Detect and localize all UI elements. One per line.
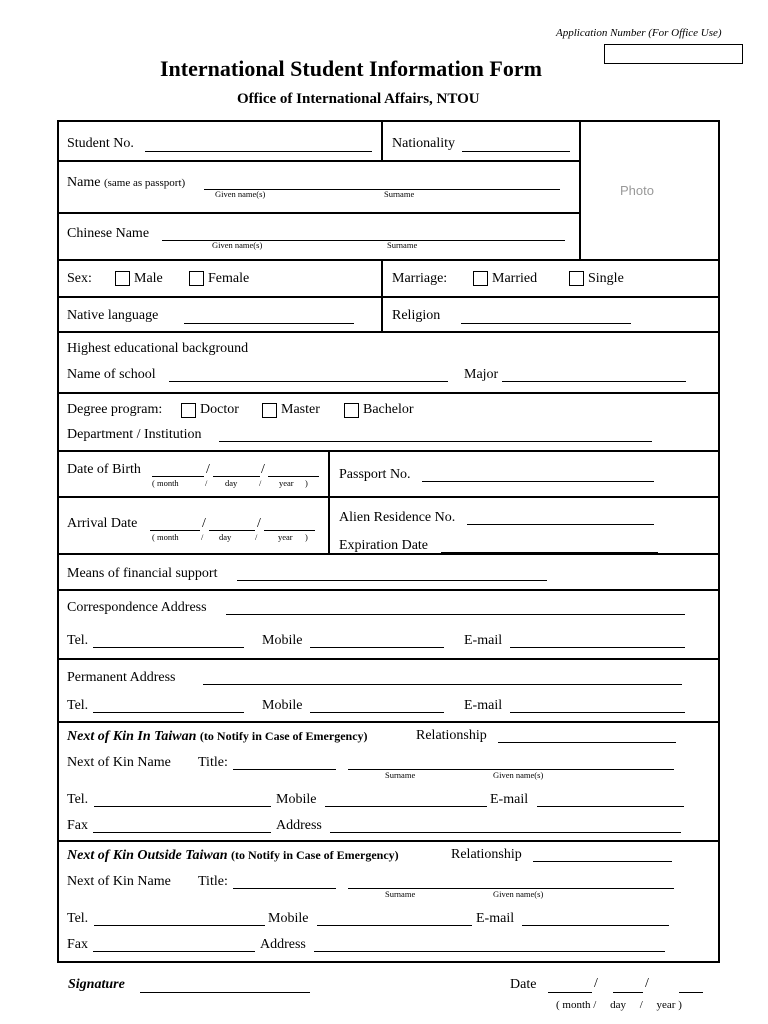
signature-label: Signature [68,977,125,992]
kin-taiwan-email-field[interactable] [537,806,684,807]
relationship-label: Relationship [416,728,487,743]
degree-program-label: Degree program: [67,402,163,417]
surname-hint: Surname [387,240,418,250]
financial-support-field[interactable] [237,580,547,581]
correspondence-mobile-field[interactable] [310,647,444,648]
correspondence-tel-field[interactable] [93,647,244,648]
male-label: Male [134,271,163,286]
department-field[interactable] [219,441,652,442]
email-label: E-mail [464,698,503,713]
kin-title-label: Title: [198,755,228,770]
chinese-name-label: Chinese Name [67,226,150,241]
correspondence-address-field[interactable] [226,614,685,615]
address-label: Address [276,818,322,833]
kin-taiwan-heading: Next of Kin In Taiwan (to Notify in Case of Emergency) [67,729,368,744]
bachelor-checkbox[interactable] [344,403,359,418]
mobile-label: Mobile [262,698,303,713]
tel-label: Tel. [67,698,89,713]
kin-name-label: Next of Kin Name [67,755,171,770]
kin-outside-address-field[interactable] [314,951,665,952]
kin-outside-heading: Next of Kin Outside Taiwan (to Notify in Case of Emergency) [67,848,399,863]
date-slash: / [261,462,265,477]
arrival-year-field[interactable] [264,530,315,531]
financial-support-label: Means of financial support [67,566,218,581]
school-field[interactable] [169,381,448,382]
name-label: Name (same as passport) [67,175,186,190]
email-label: E-mail [464,633,503,648]
address-label: Address [260,937,306,952]
native-language-label: Native language [67,308,159,323]
student-no-field[interactable] [145,151,372,152]
married-label: Married [492,271,538,286]
married-checkbox[interactable] [473,271,488,286]
major-field[interactable] [502,381,686,382]
alien-residence-field[interactable] [467,524,654,525]
alien-residence-label: Alien Residence No. [339,510,456,525]
mobile-label: Mobile [262,633,303,648]
arrival-date-label: Arrival Date [67,516,138,531]
native-language-field[interactable] [184,323,354,324]
female-checkbox[interactable] [189,271,204,286]
footer-month-field[interactable] [548,992,592,993]
dob-month-field[interactable] [152,476,204,477]
kin-taiwan-relationship-field[interactable] [498,742,676,743]
kin-outside-email-field[interactable] [522,925,669,926]
surname-hint: Surname [384,189,415,199]
application-number-field[interactable] [604,44,743,64]
kin-taiwan-mobile-field[interactable] [325,806,487,807]
signature-field[interactable] [140,992,310,993]
religion-label: Religion [392,308,441,323]
permanent-email-field[interactable] [510,712,685,713]
tel-label: Tel. [67,911,89,926]
single-checkbox[interactable] [569,271,584,286]
application-number-label: Application Number (For Office Use) [556,27,722,39]
major-label: Major [464,367,499,382]
date-slash: / [206,462,210,477]
given-names-hint: Given name(s) [212,240,263,250]
footer-day-field[interactable] [613,992,643,993]
school-label: Name of school [67,367,156,382]
kin-outside-relationship-field[interactable] [533,861,672,862]
form-subtitle: Office of International Affairs, NTOU [237,91,480,107]
permanent-address-field[interactable] [203,684,682,685]
kin-outside-tel-field[interactable] [94,925,265,926]
doctor-checkbox[interactable] [181,403,196,418]
correspondence-address-label: Correspondence Address [67,600,207,615]
email-label: E-mail [476,911,515,926]
student-no-label: Student No. [67,136,134,151]
kin-name-label: Next of Kin Name [67,874,171,889]
kin-taiwan-address-field[interactable] [330,832,681,833]
form-title: International Student Information Form [160,56,542,81]
permanent-mobile-field[interactable] [310,712,444,713]
arrival-month-field[interactable] [150,530,200,531]
footer-year-field[interactable] [679,992,703,993]
permanent-tel-field[interactable] [93,712,244,713]
master-label: Master [281,402,320,417]
kin-outside-mobile-field[interactable] [317,925,472,926]
given-names-hint: Given name(s) [493,889,544,899]
mobile-label: Mobile [276,792,317,807]
tel-label: Tel. [67,633,89,648]
single-label: Single [588,271,624,286]
expiration-date-field[interactable] [441,552,658,553]
fax-label: Fax [67,937,88,952]
date-slash: / [594,976,598,991]
fax-label: Fax [67,818,88,833]
sex-label: Sex: [67,271,92,286]
passport-no-label: Passport No. [339,467,411,482]
dob-label: Date of Birth [67,462,141,477]
date-slash: / [202,516,206,531]
date-label: Date [510,977,537,992]
male-checkbox[interactable] [115,271,130,286]
kin-outside-title-field[interactable] [233,888,336,889]
dob-year-field[interactable] [268,476,319,477]
correspondence-email-field[interactable] [510,647,685,648]
given-names-hint: Given name(s) [215,189,266,199]
kin-taiwan-fax-field[interactable] [93,832,271,833]
kin-taiwan-title-field[interactable] [233,769,336,770]
passport-no-field[interactable] [422,481,654,482]
nationality-label: Nationality [392,136,455,151]
mobile-label: Mobile [268,911,309,926]
permanent-address-label: Permanent Address [67,670,176,685]
tel-label: Tel. [67,792,89,807]
kin-taiwan-tel-field[interactable] [94,806,271,807]
relationship-label: Relationship [451,847,522,862]
bachelor-label: Bachelor [363,402,414,417]
footer-date-format-hint: ( month / day / year ) [556,999,682,1011]
nationality-field[interactable] [462,151,570,152]
surname-hint: Surname [385,770,416,780]
master-checkbox[interactable] [262,403,277,418]
email-label: E-mail [490,792,529,807]
kin-outside-fax-field[interactable] [93,951,255,952]
marriage-label: Marriage: [392,271,448,286]
photo-label: Photo [620,183,654,198]
department-label: Department / Institution [67,427,202,442]
religion-field[interactable] [461,323,631,324]
given-names-hint: Given name(s) [493,770,544,780]
surname-hint: Surname [385,889,416,899]
arrival-day-field[interactable] [209,530,255,531]
date-slash: / [257,516,261,531]
date-slash: / [645,976,649,991]
highest-education-label: Highest educational background [67,341,249,356]
expiration-date-label: Expiration Date [339,538,429,553]
doctor-label: Doctor [200,402,239,417]
kin-title-label: Title: [198,874,228,889]
dob-day-field[interactable] [213,476,260,477]
female-label: Female [208,271,250,286]
